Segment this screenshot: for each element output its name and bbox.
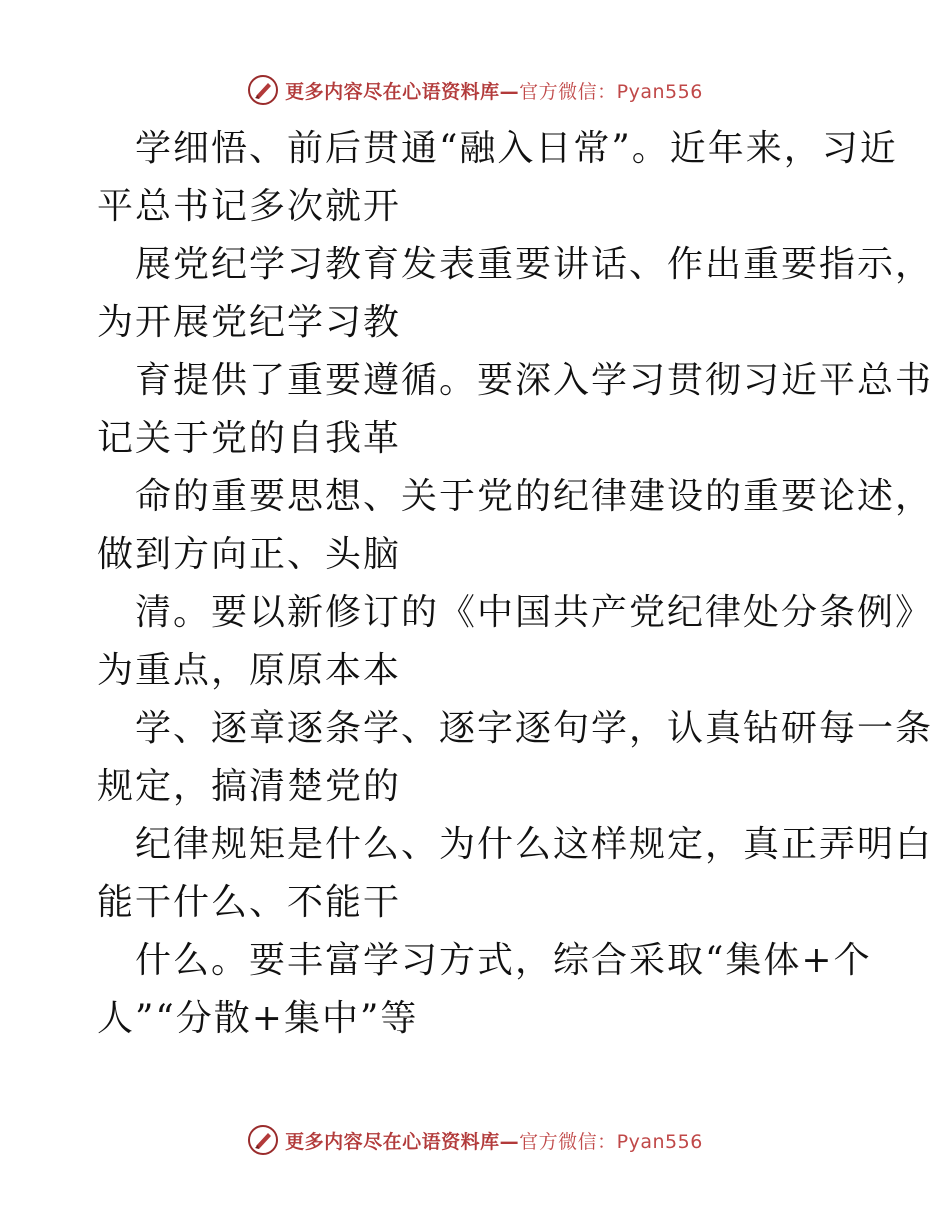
document-body [97, 120, 934, 1048]
logo-icon [247, 74, 279, 106]
body-line: 为开展党纪学习教 [97, 302, 402, 343]
header-wechat-text: 官方微信：Pyan556 [519, 80, 703, 103]
logo-icon [247, 1124, 279, 1156]
body-line: 人”“分散+集中”等 [97, 998, 419, 1039]
body-line: 学、逐章逐条学、逐字逐句学，认真钻研每一条 [135, 708, 934, 749]
footer-banner-text: 更多内容尽在心语资料库—官方微信：Pyan556 [285, 1130, 703, 1153]
body-line: 能干什么、不能干 [97, 882, 402, 923]
body-line: 平总书记多次就开 [97, 186, 402, 227]
footer-wechat-text: 官方微信：Pyan556 [519, 1130, 703, 1153]
body-line: 规定，搞清楚党的 [97, 766, 402, 807]
body-line: 纪律规矩是什么、为什么这样规定，真正弄明白 [135, 824, 934, 865]
header-banner [0, 72, 950, 108]
body-line: 什么。要丰富学习方式，综合采取“集体+个 [135, 940, 872, 981]
footer-banner [0, 1122, 950, 1158]
body-line: 做到方向正、头脑 [97, 534, 402, 575]
body-line: 记关于党的自我革 [97, 418, 402, 459]
body-line: 育提供了重要遵循。要深入学习贯彻习近平总书 [135, 360, 934, 401]
body-line: 命的重要思想、关于党的纪律建设的重要论述， [135, 476, 934, 517]
body-line: 清。要以新修订的《中国共产党纪律处分条例》 [135, 592, 934, 633]
body-line: 学细悟、前后贯通“融入日常”。近年来，习近 [135, 128, 898, 169]
header-banner-text: 更多内容尽在心语资料库—官方微信：Pyan556 [285, 80, 703, 103]
body-line: 为重点，原原本本 [97, 650, 402, 691]
body-line: 展党纪学习教育发表重要讲话、作出重要指示， [135, 244, 934, 285]
